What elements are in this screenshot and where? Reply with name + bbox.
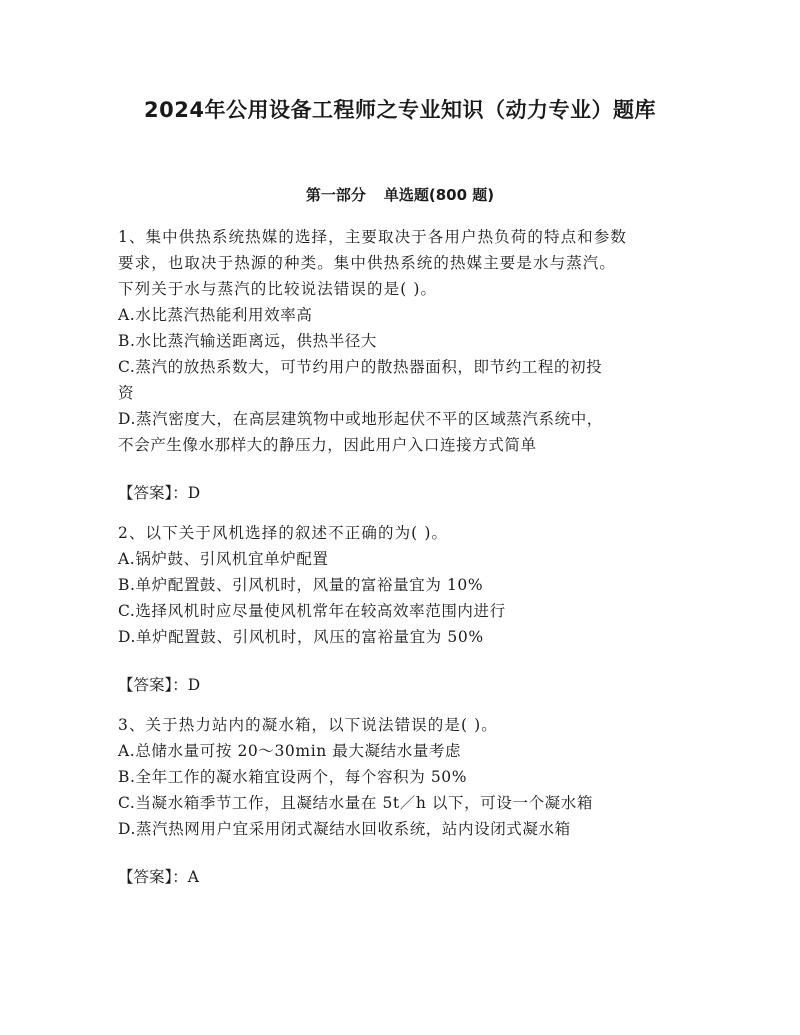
option-c: C.选择风机时应尽量使风机常年在较高效率范围内进行: [118, 602, 506, 620]
question-stem: [118, 712, 688, 738]
section-part: 第一部分: [305, 186, 366, 204]
option-a: A.锅炉鼓、引风机宜单炉配置: [118, 550, 329, 568]
option-b: B.水比蒸汽输送距离远，供热半径大: [118, 332, 378, 350]
answer-line: [118, 672, 688, 698]
question-options: [118, 302, 688, 458]
question-stem: [118, 224, 688, 302]
answer-label: 【答案】：: [118, 868, 188, 886]
stem-line: 1、集中供热系统热媒的选择，主要取决于各用户热负荷的特点和参数: [118, 228, 627, 246]
option-d: D.蒸汽密度大，在高层建筑物中或地形起伏不平的区域蒸汽系统中，: [118, 410, 603, 428]
stem-line: 下列关于水与蒸汽的比较说法错误的是( )。: [118, 280, 438, 298]
question-list: [118, 224, 688, 904]
answer-value: D: [187, 484, 201, 502]
answer-value: A: [187, 868, 199, 886]
question-1: [118, 224, 688, 506]
question-3: [118, 712, 688, 890]
option-a: A.水比蒸汽热能利用效率高: [118, 306, 313, 324]
option-d: D.单炉配置鼓、引风机时，风压的富裕量宜为 50%: [118, 628, 484, 646]
option-d-continued: 不会产生像水那样大的静压力，因此用户入口连接方式简单: [118, 436, 537, 454]
option-b: B.全年工作的凝水箱宜设两个，每个容积为 50%: [118, 768, 468, 786]
question-stem: [118, 520, 688, 546]
option-b: B.单炉配置鼓、引风机时，风量的富裕量宜为 10%: [118, 576, 484, 594]
option-d: D.蒸汽热网用户宜采用闭式凝结水回收系统，站内设闭式凝水箱: [118, 820, 571, 838]
stem-line: 3、关于热力站内的凝水箱，以下说法错误的是( )。: [118, 716, 498, 734]
answer-line: [118, 480, 688, 506]
answer-value: D: [187, 676, 201, 694]
document-title: 2024年公用设备工程师之专业知识（动力专业）题库: [144, 98, 656, 122]
answer-label: 【答案】：: [118, 484, 188, 502]
stem-line: 要求，也取决于热源的种类。集中供热系统的热媒主要是水与蒸汽。: [118, 254, 617, 272]
option-c: C.蒸汽的放热系数大，可节约用户的散热器面积，即节约工程的初投: [118, 358, 603, 376]
answer-label: 【答案】：: [118, 676, 188, 694]
section-heading: [0, 184, 800, 205]
question-options: [118, 546, 688, 650]
question-options: [118, 738, 688, 842]
option-c-continued: 资: [118, 384, 135, 402]
section-name: 单选题(800 题): [383, 186, 495, 204]
stem-line: 2、以下关于风机选择的叙述不正确的为( )。: [118, 524, 449, 542]
option-a: A.总储水量可按 20～30min 最大凝结水量考虑: [118, 742, 462, 760]
option-c: C.当凝水箱季节工作，且凝结水量在 5t／h 以下，可设一个凝水箱: [118, 794, 593, 812]
answer-line: [118, 864, 688, 890]
question-2: [118, 520, 688, 698]
